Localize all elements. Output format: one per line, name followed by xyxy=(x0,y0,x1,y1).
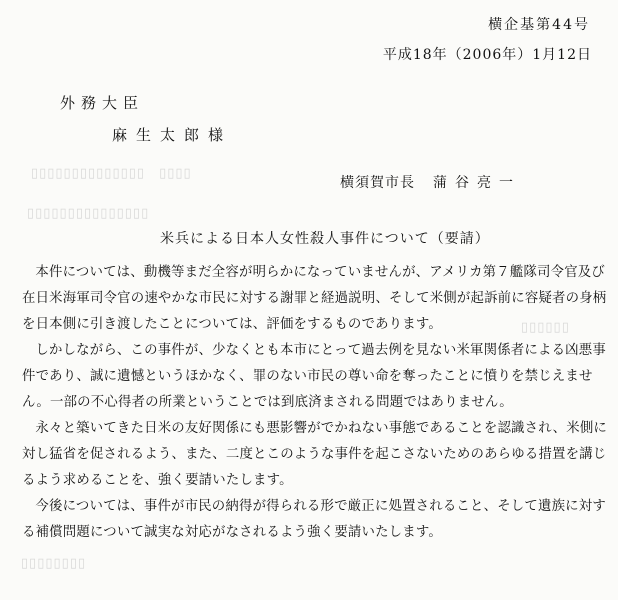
show-through-mark: ▯▯▯▯▯▯▯▯ xyxy=(20,556,86,571)
document-body xyxy=(22,260,608,546)
sender-title: 横須賀市長 xyxy=(340,175,415,191)
body-paragraph: しかしながら、この事件が、少なくとも本市にとって過去例を見ない米軍関係者による凶悪事件であり、誠に遺憾というほかなく、罪のない市民の尊い命を奪ったことに憤りを禁じえません。一部の不心得者の所業ということでは到底済まされる問題ではありません。 xyxy=(22,343,606,410)
document-title: 米兵による日本人女性殺人事件について（要請） xyxy=(160,231,490,247)
show-through-mark: ▯▯▯▯ ▯▯▯▯▯▯▯▯▯▯▯▯▯▯ xyxy=(30,166,191,181)
show-through-mark: ▯▯▯▯▯▯▯▯▯▯▯▯▯▯▯ xyxy=(26,206,149,221)
document-number: 横企基第44号 xyxy=(488,17,590,33)
recipient-name: 麻生太郎様 xyxy=(112,126,233,144)
recipient-title: 外務大臣 xyxy=(60,94,145,112)
document-date: 平成18年（2006年）1月12日 xyxy=(382,47,592,63)
body-paragraph: 今後については、事件が市民の納得が得られる形で厳正に処置されること、そして遺族に対する補償問題について誠実な対応がなされるよう強く要請いたします。 xyxy=(22,499,606,540)
sender-name: 蒲谷亮一 xyxy=(433,175,521,191)
body-paragraph: 本件については、動機等まだ全容が明らかになっていませんが、アメリカ第７艦隊司令官及び在日米海軍司令官の速やかな市民に対する謝罪と経過説明、そして米側が起訴前に容疑者の身柄を日本側に引き渡したことについては、評価をするものであります。 xyxy=(22,265,607,332)
sender xyxy=(340,172,521,192)
body-paragraph: 永々と築いてきた日米の友好関係にも悪影響がでかねない事態であることを認識され、米側に対し猛省を促されるよう、また、二度とこのような事件を起こさないためのあらゆる措置を講じるよう求めることを、強く要請いたします。 xyxy=(22,421,607,488)
show-through-mark: ▯▯▯▯▯▯ xyxy=(520,320,569,335)
